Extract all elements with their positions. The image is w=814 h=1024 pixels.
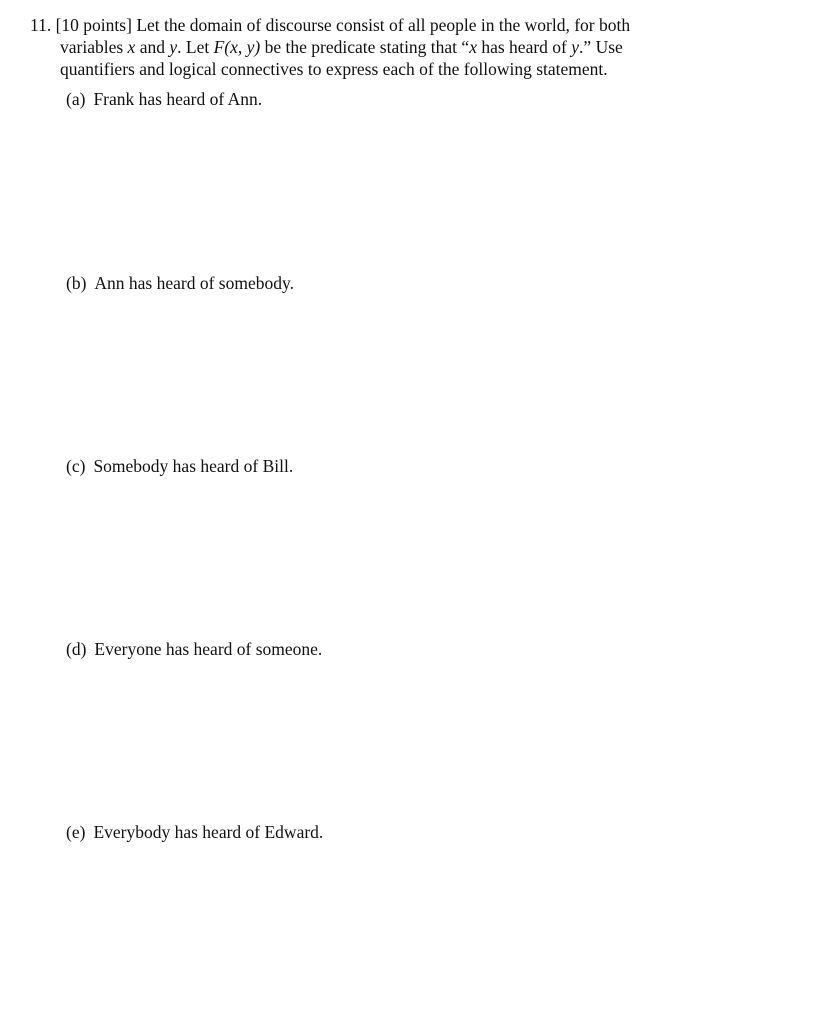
math-var-y: y xyxy=(169,37,178,57)
part-label: (e) xyxy=(66,822,86,842)
math-quote-x: x xyxy=(469,37,477,57)
question-line-1 xyxy=(30,14,760,36)
question-text-has-heard: has heard of xyxy=(481,37,567,57)
question-text-line-1: Let the domain of discourse consist of all people in the world, for both xyxy=(136,15,631,35)
part-text: Everybody has heard of Edward. xyxy=(93,822,324,842)
question-line-3 xyxy=(30,58,760,80)
math-var-x: x xyxy=(127,37,136,57)
question-points: [10 points] xyxy=(55,15,132,35)
math-predicate-args: (x, y) xyxy=(224,37,261,57)
math-predicate-f: F xyxy=(213,37,225,57)
part-b xyxy=(66,272,294,294)
part-text: Everyone has heard of someone. xyxy=(94,639,323,659)
question-11 xyxy=(30,14,760,80)
part-c xyxy=(66,455,293,477)
question-text-predicate: be the predicate stating that “ xyxy=(264,37,470,57)
part-a xyxy=(66,88,262,110)
question-text-let: . Let xyxy=(177,37,210,57)
part-label: (d) xyxy=(66,639,87,659)
part-d xyxy=(66,638,322,660)
question-number: 11. xyxy=(30,15,52,35)
math-quote-y: y xyxy=(571,37,580,57)
question-text-and: and xyxy=(139,37,165,57)
part-label: (a) xyxy=(66,89,86,109)
part-label: (b) xyxy=(66,273,87,293)
question-text-line-3: quantifiers and logical connectives to express each of the following statement. xyxy=(60,59,608,79)
part-text: Frank has heard of Ann. xyxy=(93,89,263,109)
part-label: (c) xyxy=(66,456,86,476)
part-e xyxy=(66,821,323,843)
question-line-2 xyxy=(30,36,760,58)
part-text: Ann has heard of somebody. xyxy=(94,273,294,293)
question-text-variables: variables xyxy=(60,37,124,57)
part-text: Somebody has heard of Bill. xyxy=(93,456,294,476)
question-text-use: .” Use xyxy=(579,37,623,57)
